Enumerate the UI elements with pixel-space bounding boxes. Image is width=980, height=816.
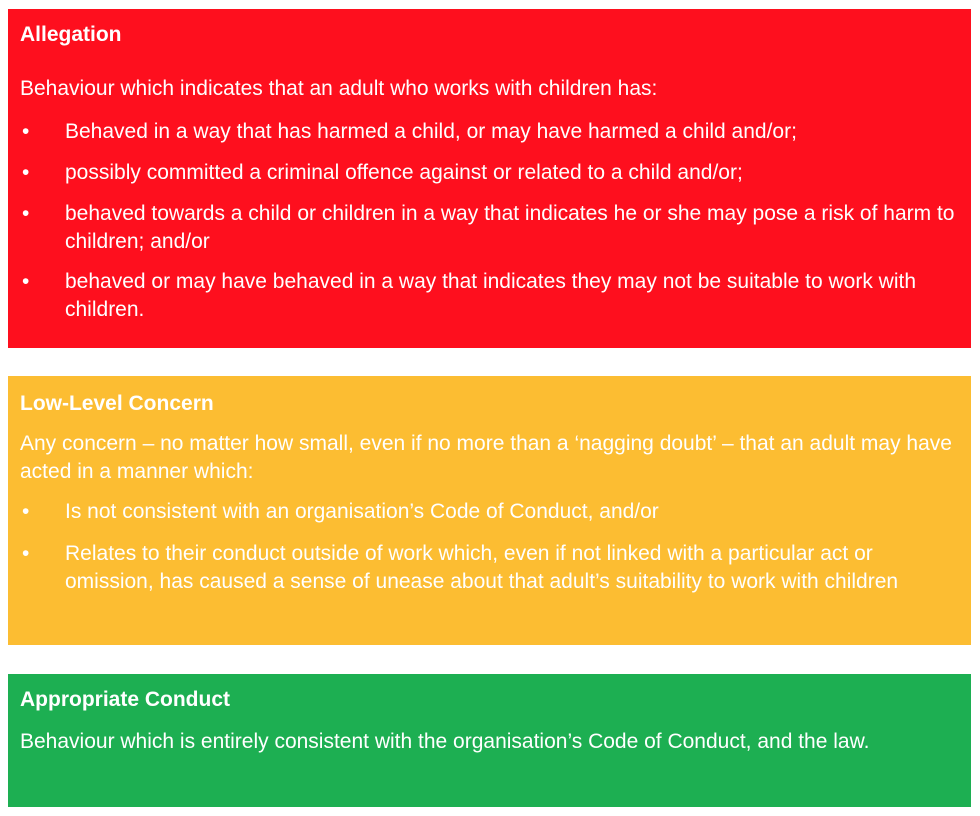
appropriate-conduct-panel — [8, 674, 971, 807]
appropriate-conduct-text: Behaviour which is entirely consistent with the organisation’s Code of Conduct, and the law. — [20, 730, 870, 753]
low-level-concern-bullet-item — [20, 540, 957, 596]
allegation-bullet-text: behaved or may have behaved in a way that indicates they may not be suitable to work with children. — [65, 270, 916, 321]
low-level-concern-intro: Any concern – no matter how small, even if no more than a ‘nagging doubt’ – that an adult may have acted in a manner which: — [20, 432, 952, 483]
allegation-bullet-item — [20, 200, 957, 256]
low-level-concern-bullet-text: Is not consistent with an organisation’s Code of Conduct, and/or — [65, 500, 659, 523]
bullet-icon: • — [22, 542, 30, 565]
bullet-icon: • — [22, 161, 30, 184]
low-level-concern-title: Low-Level Concern — [20, 392, 214, 415]
bullet-icon: • — [22, 270, 30, 293]
allegation-title: Allegation — [20, 23, 122, 46]
appropriate-conduct-title: Appropriate Conduct — [20, 688, 230, 711]
low-level-concern-panel — [8, 376, 971, 645]
low-level-concern-bullet-item — [20, 498, 957, 526]
allegation-bullet-text: Behaved in a way that has harmed a child, or may have harmed a child and/or; — [65, 120, 797, 143]
allegation-bullet-text: behaved towards a child or children in a way that indicates he or she may pose a risk of harm to children; and/or — [65, 202, 955, 253]
bullet-icon: • — [22, 202, 30, 225]
bullet-icon: • — [22, 500, 30, 523]
allegation-bullet-item — [20, 118, 957, 146]
allegation-bullet-item — [20, 268, 957, 324]
allegation-panel — [8, 9, 971, 348]
allegation-intro: Behaviour which indicates that an adult who works with children has: — [20, 77, 658, 100]
allegation-bullet-item — [20, 159, 957, 187]
allegation-bullet-text: possibly committed a criminal offence against or related to a child and/or; — [65, 161, 743, 184]
low-level-concern-bullet-text: Relates to their conduct outside of work which, even if not linked with a particular act or omission, has caused a sense of unease about that adult’s suitability to work with children — [65, 542, 899, 593]
bullet-icon: • — [22, 120, 30, 143]
